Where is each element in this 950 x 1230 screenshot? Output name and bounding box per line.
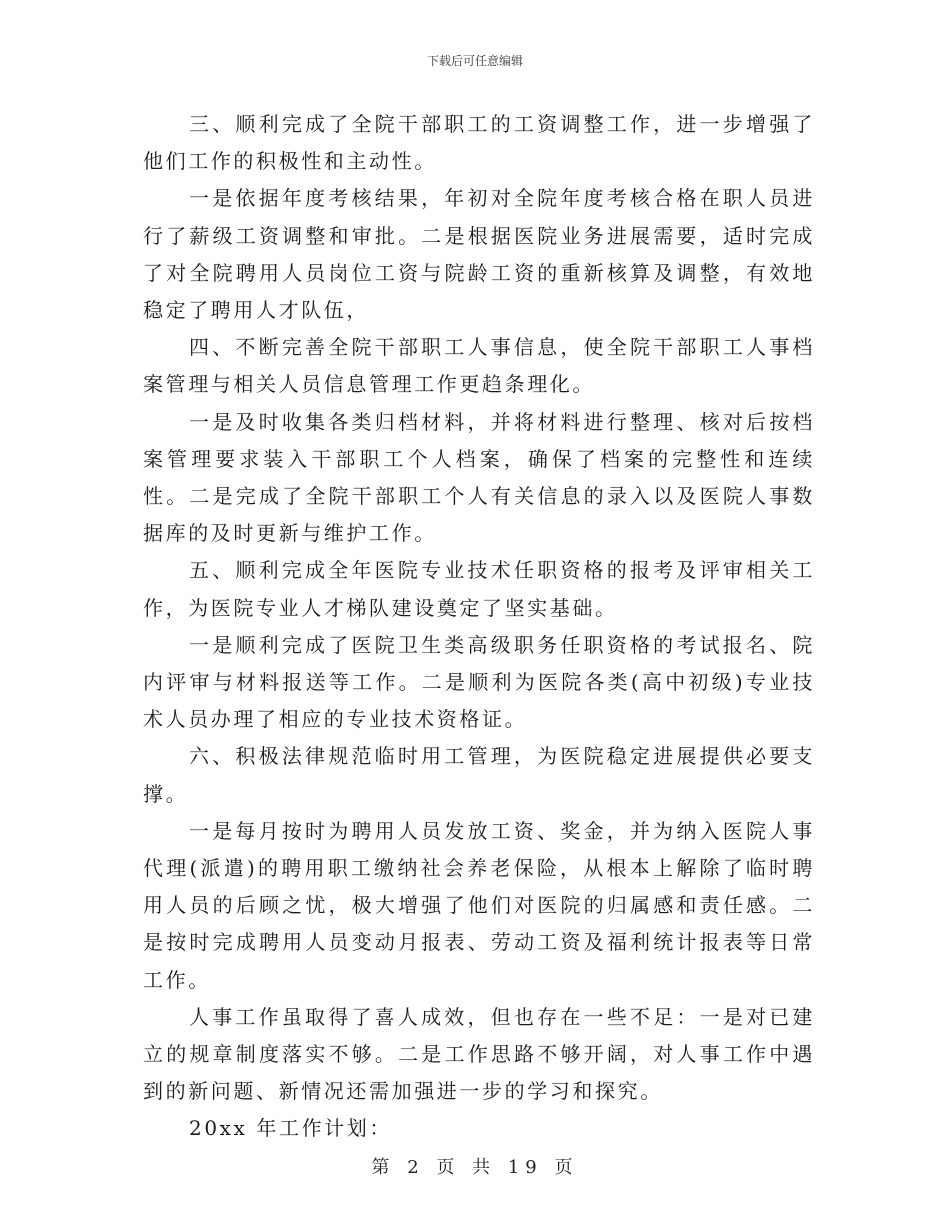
paragraph: 一是依据年度考核结果，年初对全院年度考核合格在职人员进行了薪级工资调整和审批。二是根据医院业务进展需要，适时完成了对全院聘用人员岗位工资与院龄工资的重新核算及调整，有效地稳定了聘用人才队伍，: [143, 186, 815, 323]
paragraph: 四、不断完善全院干部职工人事信息，使全院干部职工人事档案管理与相关人员信息管理工作更趋条理化。: [143, 335, 815, 397]
paragraph: 人事工作虽取得了喜人成效，但也存在一些不足：一是对已建立的规章制度落实不够。二是工作思路不够开阔，对人事工作中遇到的新问题、新情况还需加强进一步的学习和探究。: [143, 1004, 815, 1104]
paragraph: 五、顺利完成全年医院专业技术任职资格的报考及评审相关工作，为医院专业人才梯队建设奠定了坚实基础。: [143, 558, 815, 620]
paragraph: 一是顺利完成了医院卫生类高级职务任职资格的考试报名、院内评审与材料报送等工作。二是顺利为医院各类(高中初级)专业技术人员办理了相应的专业技术资格证。: [143, 632, 815, 732]
page-number-footer: 第 2 页 共 19 页: [371, 1157, 579, 1178]
paragraph: 一是每月按时为聘用人员发放工资、奖金，并为纳入医院人事代理(派遣)的聘用职工缴纳社会养老保险，从根本上解除了临时聘用人员的后顾之忧，极大增强了他们对医院的归属感和责任感。二是按时完成聘用人员变动月报表、劳动工资及福利统计报表等日常工作。: [143, 818, 815, 992]
page-header: 下载后可任意编辑: [426, 54, 523, 68]
paragraph: 六、积极法律规范临时用工管理，为医院稳定进展提供必要支撑。: [143, 744, 815, 806]
document-body: [143, 106, 815, 1148]
paragraph: 三、顺利完成了全院干部职工的工资调整工作，进一步增强了他们工作的积极性和主动性。: [143, 112, 815, 174]
paragraph: 20xx 年工作计划：: [189, 1116, 392, 1141]
paragraph: 一是及时收集各类归档材料，并将材料进行整理、核对后按档案管理要求装入干部职工个人档案，确保了档案的完整性和连续性。二是完成了全院干部职工个人有关信息的录入以及医院人事数据库的及时更新与维护工作。: [143, 409, 815, 546]
